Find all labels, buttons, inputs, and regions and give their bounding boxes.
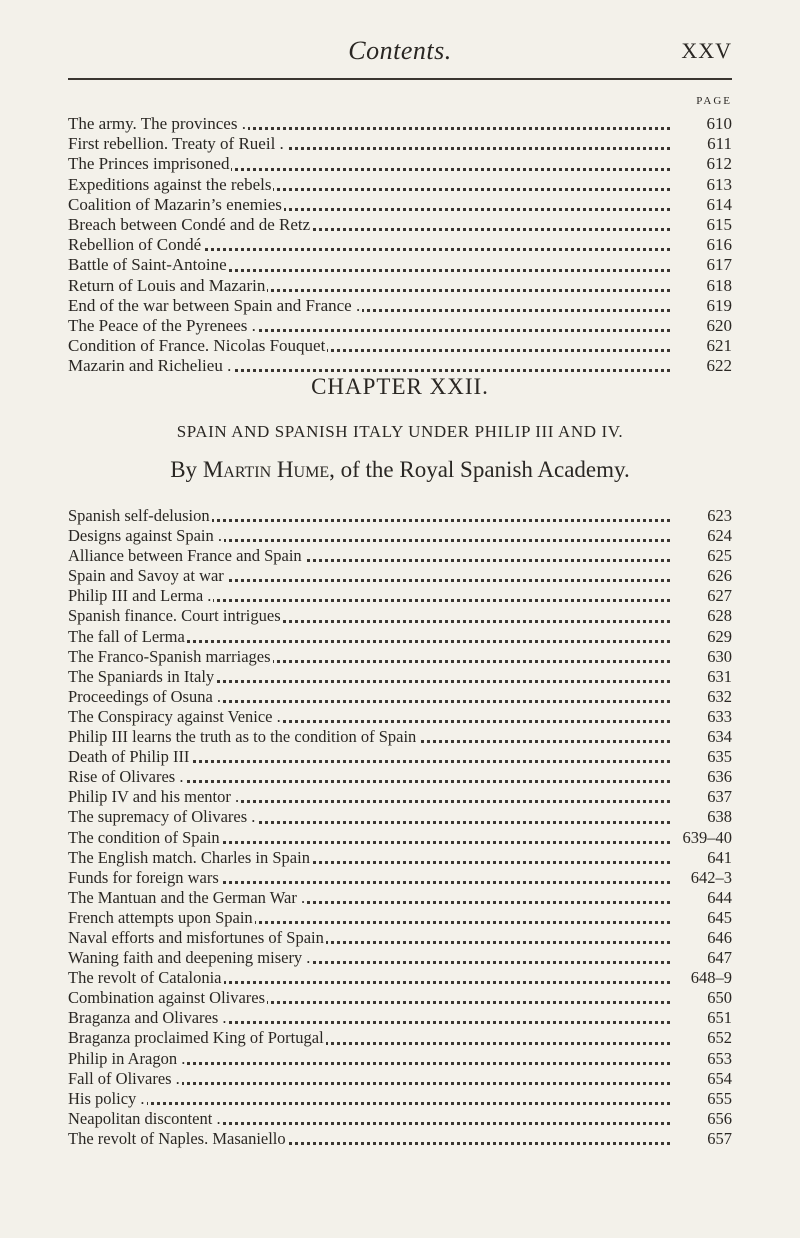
contents-entry — [68, 767, 732, 787]
contents-entry — [68, 1028, 732, 1048]
entry-title: Neapolitan discontent . — [68, 1108, 221, 1128]
entry-page-number: 613 — [672, 175, 732, 195]
contents-entry — [68, 968, 732, 988]
contents-entry — [68, 687, 732, 707]
entry-title: Proceedings of Osuna . — [68, 686, 222, 706]
contents-entry — [68, 586, 732, 606]
contents-entry — [68, 1069, 732, 1089]
entry-page-number: 632 — [672, 687, 732, 707]
contents-entry — [68, 1049, 732, 1069]
contents-entry — [68, 175, 732, 195]
entry-page-number: 631 — [672, 667, 732, 687]
dot-leader — [68, 1102, 670, 1105]
contents-entry — [68, 888, 732, 908]
entry-title: His policy . — [68, 1088, 145, 1108]
entry-page-number: 634 — [672, 727, 732, 747]
contents-entry — [68, 566, 732, 586]
entry-title: Breach between Condé and de Retz — [68, 214, 311, 234]
entry-title: French attempts upon Spain — [68, 907, 253, 927]
entry-title: Combination against Olivares — [68, 988, 266, 1008]
page-header — [68, 34, 732, 80]
entry-title: Spain and Savoy at war — [68, 566, 224, 586]
contents-list-chapter-xxii — [68, 506, 732, 1149]
entry-page-number: 610 — [672, 114, 732, 134]
chapter-byline — [0, 457, 800, 483]
entry-title: The supremacy of Olivares . — [68, 807, 256, 827]
entry-title: The army. The provinces . — [68, 114, 246, 133]
contents-entry — [68, 195, 732, 215]
entry-page-number: 655 — [672, 1089, 732, 1109]
entry-page-number: 636 — [672, 767, 732, 787]
contents-entry — [68, 667, 732, 687]
contents-entry — [68, 296, 732, 316]
page-column-label: PAGE — [696, 95, 732, 107]
chapter-heading: CHAPTER XXII. — [311, 374, 489, 399]
entry-title: Braganza proclaimed King of Portugal — [68, 1028, 324, 1048]
entry-title: Rise of Olivares . — [68, 767, 184, 787]
entry-title: Designs against Spain . — [68, 526, 222, 546]
entry-title: The Princes imprisoned — [68, 154, 230, 174]
entry-page-number: 627 — [672, 586, 732, 606]
entry-title: The Conspiracy against Venice . — [68, 706, 281, 726]
entry-page-number: 615 — [672, 215, 732, 235]
contents-entry — [68, 627, 732, 647]
entry-title: Rebellion of Condé — [68, 235, 202, 255]
entry-page-number: 614 — [672, 195, 732, 215]
entry-page-number: 646 — [672, 928, 732, 948]
entry-page-number: 656 — [672, 1109, 732, 1129]
contents-entry — [68, 747, 732, 767]
contents-entry — [68, 868, 732, 888]
entry-title: Naval efforts and misfortunes of Spain — [68, 927, 324, 947]
entry-page-number: 620 — [672, 316, 732, 336]
running-title: Contents. — [348, 36, 452, 65]
entry-page-number: 612 — [672, 154, 732, 174]
contents-entry — [68, 848, 732, 868]
entry-page-number: 648–9 — [672, 968, 732, 988]
contents-entry — [68, 928, 732, 948]
contents-entry — [68, 506, 732, 526]
contents-entry — [68, 807, 732, 827]
entry-title: Coalition of Mazarin’s enemies — [68, 194, 282, 214]
byline-author: Martin Hume — [202, 457, 330, 482]
contents-entry — [68, 276, 732, 296]
entry-title: The Spaniards in Italy — [68, 666, 215, 686]
contents-entry — [68, 606, 732, 626]
entry-page-number: 651 — [672, 1008, 732, 1028]
entry-title: Condition of France. Nicolas Fouquet — [68, 336, 326, 356]
entry-page-number: 629 — [672, 627, 732, 647]
entry-page-number: 628 — [672, 606, 732, 626]
contents-entry — [68, 787, 732, 807]
entry-title: End of the war between Spain and France . — [68, 295, 361, 315]
contents-entry — [68, 908, 732, 928]
contents-entry — [68, 828, 732, 848]
entry-title: The Mantuan and the German War . — [68, 887, 306, 907]
entry-title: The English match. Charles in Spain — [68, 847, 310, 867]
entry-title: The Peace of the Pyrenees . — [68, 315, 256, 335]
contents-entry — [68, 134, 732, 154]
entry-page-number: 654 — [672, 1069, 732, 1089]
entry-page-number: 622 — [672, 356, 732, 376]
entry-page-number: 641 — [672, 848, 732, 868]
entry-page-number: 653 — [672, 1049, 732, 1069]
entry-title: Death of Philip III — [68, 747, 190, 767]
entry-page-number: 626 — [672, 566, 732, 586]
entry-title: Mazarin and Richelieu . — [68, 356, 232, 376]
entry-title: The revolt of Catalonia — [68, 968, 222, 988]
contents-entry — [68, 727, 732, 747]
entry-title: The condition of Spain — [68, 827, 220, 847]
contents-entry — [68, 707, 732, 727]
entry-page-number: 621 — [672, 336, 732, 356]
contents-list-previous-chapter — [68, 114, 732, 376]
contents-entry — [68, 1129, 732, 1149]
entry-page-number: 633 — [672, 707, 732, 727]
entry-page-number: 616 — [672, 235, 732, 255]
entry-title: Funds for foreign wars — [68, 867, 219, 887]
byline-suffix: , of the Royal Spanish Academy. — [329, 457, 630, 482]
byline-prefix: By — [170, 457, 198, 482]
entry-page-number: 630 — [672, 647, 732, 667]
contents-entry — [68, 154, 732, 174]
contents-entry — [68, 948, 732, 968]
entry-page-number: 657 — [672, 1129, 732, 1149]
entry-title: Philip IV and his mentor . — [68, 787, 240, 807]
entry-page-number: 624 — [672, 526, 732, 546]
entry-title: Fall of Olivares . — [68, 1068, 180, 1088]
contents-entry — [68, 647, 732, 667]
contents-entry — [68, 114, 732, 134]
entry-page-number: 618 — [672, 276, 732, 296]
entry-title: Philip III learns the truth as to the condition of Spain — [68, 727, 417, 747]
entry-page-number: 652 — [672, 1028, 732, 1048]
contents-entry — [68, 1109, 732, 1129]
entry-page-number: 623 — [672, 506, 732, 526]
entry-title: Spanish finance. Court intrigues — [68, 606, 281, 626]
entry-page-number: 611 — [672, 134, 732, 154]
entry-page-number: 639–40 — [672, 828, 732, 848]
entry-title: The revolt of Naples. Masaniello — [68, 1128, 286, 1148]
entry-title: Battle of Saint-Antoine — [68, 255, 227, 275]
contents-entry — [68, 546, 732, 566]
entry-title: Spanish self-delusion — [68, 506, 210, 525]
entry-title: Philip III and Lerma . — [68, 586, 212, 606]
contents-entry — [68, 336, 732, 356]
entry-title: First rebellion. Treaty of Rueil . — [68, 134, 284, 154]
entry-title: The Franco-Spanish marriages — [68, 646, 271, 666]
entry-title: The fall of Lerma — [68, 626, 185, 646]
entry-title: Braganza and Olivares . — [68, 1008, 227, 1028]
contents-entry — [68, 988, 732, 1008]
entry-title: Waning faith and deepening misery . — [68, 948, 311, 968]
entry-page-number: 647 — [672, 948, 732, 968]
entry-page-number: 642–3 — [672, 868, 732, 888]
entry-page-number: 644 — [672, 888, 732, 908]
page-number: XXV — [681, 38, 732, 63]
entry-page-number: 637 — [672, 787, 732, 807]
contents-entry — [68, 235, 732, 255]
contents-entry — [68, 1089, 732, 1109]
contents-entry — [68, 1008, 732, 1028]
entry-page-number: 650 — [672, 988, 732, 1008]
contents-entry — [68, 255, 732, 275]
entry-page-number: 645 — [672, 908, 732, 928]
contents-entry — [68, 316, 732, 336]
contents-entry — [68, 215, 732, 235]
entry-page-number: 638 — [672, 807, 732, 827]
entry-page-number: 617 — [672, 255, 732, 275]
entry-page-number: 625 — [672, 546, 732, 566]
contents-entry — [68, 526, 732, 546]
entry-title: Philip in Aragon . — [68, 1048, 186, 1068]
chapter-title: SPAIN AND SPANISH ITALY UNDER PHILIP III AND IV. — [176, 422, 624, 441]
entry-page-number: 619 — [672, 296, 732, 316]
entry-title: Alliance between France and Spain — [68, 546, 302, 566]
entry-page-number: 635 — [672, 747, 732, 767]
entry-title: Expeditions against the rebels — [68, 174, 272, 194]
entry-title: Return of Louis and Mazarin — [68, 275, 266, 295]
